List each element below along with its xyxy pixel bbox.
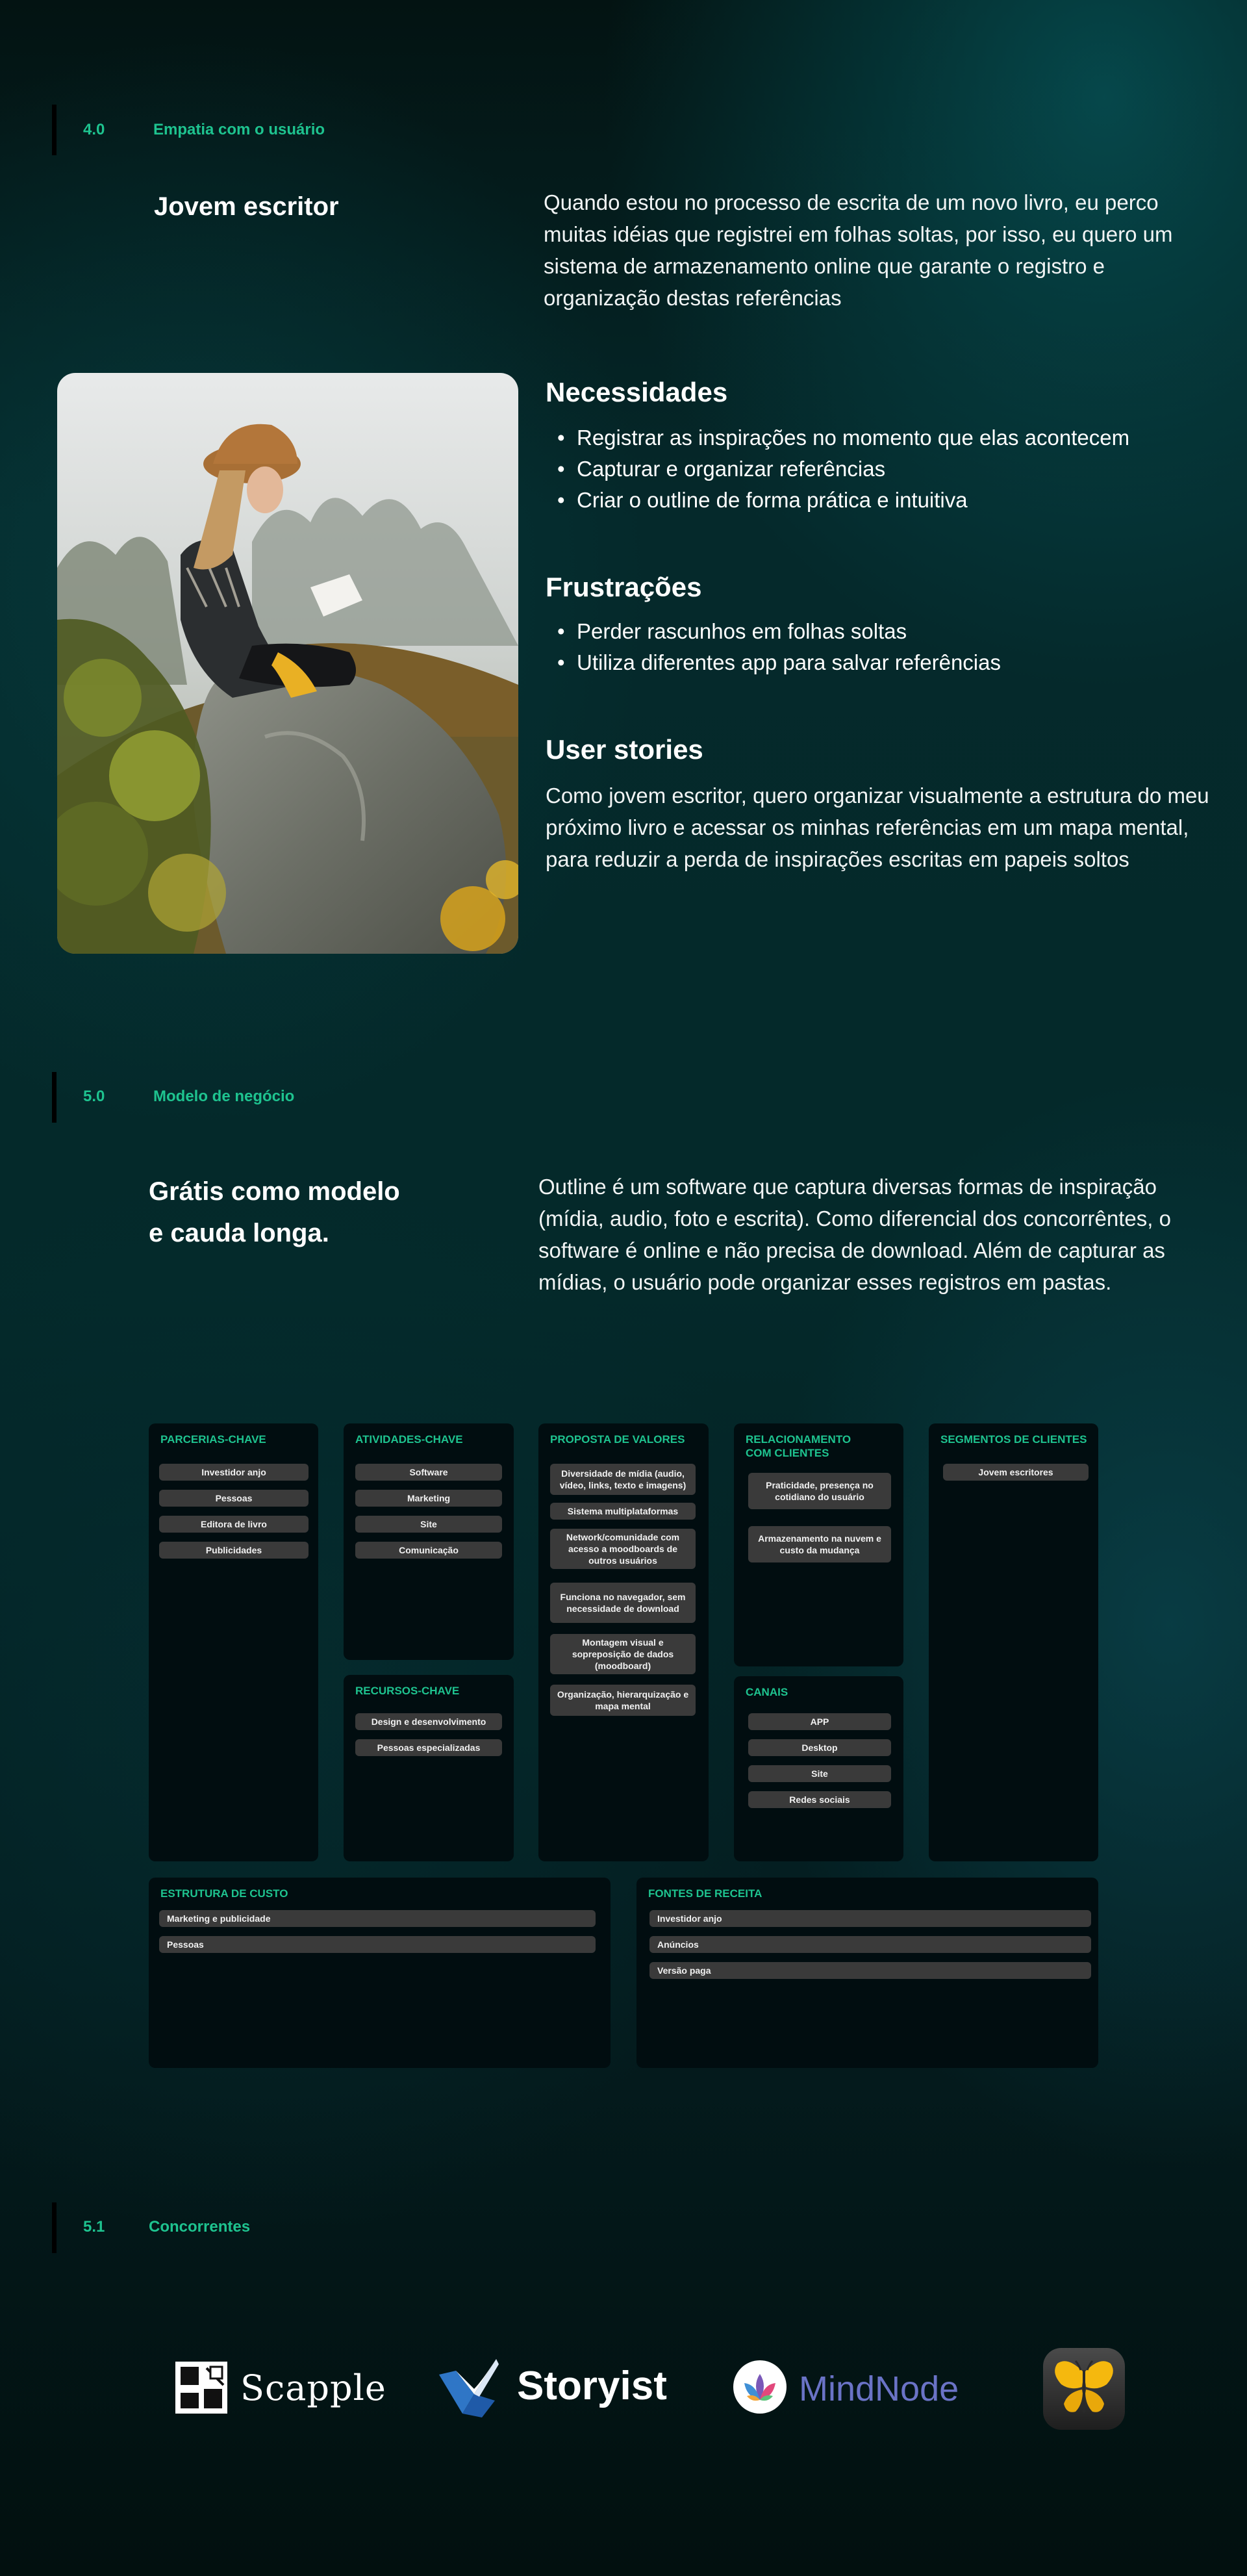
card-title — [746, 1433, 851, 1460]
canvas-chip: Network/comunidade com acesso a moodboards de outros usuários — [550, 1529, 696, 1569]
canvas-chip: Montagem visual e sopreposição de dados (moodboard) — [550, 1634, 696, 1674]
canvas-chip: APP — [748, 1713, 891, 1730]
user-story-text: Como jovem escritor, quero organizar visualmente a estrutura do meu próximo livro e acessar os minhas referências em um mapa mental, para reduzir a perda de inspirações escritas em papeis soltos — [546, 784, 1209, 871]
needs-title: Necessidades — [546, 377, 728, 407]
canvas-card-revenue — [636, 1878, 1098, 2068]
canvas-card-segments — [929, 1423, 1098, 1861]
canvas-card-partners — [149, 1423, 318, 1861]
canvas-chip: Desktop — [748, 1739, 891, 1756]
canvas-chip: Investidor anjo — [649, 1910, 1091, 1927]
list-item: • Registrar as inspirações no momento que elas acontecem — [546, 422, 1221, 453]
mindnode-icon — [733, 2360, 787, 2414]
persona-intro: Quando estou no processo de escrita de um novo livro, eu perco muitas idéias que registrei em folhas soltas, por isso, eu quero um sistema de armazenamento online que garante o registro e organização destas referências — [544, 190, 1173, 310]
canvas-chip: Anúncios — [649, 1936, 1091, 1953]
list-item: • Utiliza diferentes app para salvar referências — [546, 647, 1221, 678]
persona-title: Jovem escritor — [154, 192, 339, 221]
canvas-chip: Redes sociais — [748, 1791, 891, 1808]
list-item: • Capturar e organizar referências — [546, 453, 1221, 485]
canvas-chip: Marketing e publicidade — [159, 1910, 596, 1927]
section-number: 5.1 — [83, 2218, 105, 2236]
section-number: 5.0 — [83, 1088, 105, 1105]
canvas-chip: Software — [355, 1464, 502, 1481]
list-item: • Perder rascunhos em folhas soltas — [546, 616, 1221, 647]
section-marker — [52, 2202, 57, 2253]
canvas-card-costs — [149, 1878, 611, 2068]
card-title: SEGMENTOS DE CLIENTES — [940, 1433, 1087, 1446]
canvas-chip: Armazenamento na nuvem e custo da mudança — [748, 1526, 891, 1562]
section-marker — [52, 105, 57, 155]
canvas-chip: Design e desenvolvimento — [355, 1713, 502, 1730]
card-title-line: COM CLIENTES — [746, 1447, 829, 1459]
butterfly-icon — [1042, 2347, 1126, 2431]
frustrations-list — [546, 616, 1221, 678]
storyist-logo — [436, 2355, 667, 2420]
frustrations-title: Frustrações — [546, 572, 702, 602]
canvas-chip: Sistema multiplataformas — [550, 1503, 696, 1520]
stories-title: User stories — [546, 734, 703, 765]
persona-photo — [57, 373, 518, 954]
canvas-chip: Diversidade de mídia (audio, vídeo, links, texto e imagens) — [550, 1464, 696, 1495]
mindnode-logo-text: MindNode — [799, 2369, 959, 2408]
butterfly-app-logo — [1042, 2347, 1126, 2431]
storyist-logo-text: Storyist — [517, 2364, 667, 2408]
business-heading — [149, 1171, 400, 1254]
needs-list — [546, 422, 1221, 516]
scapple-logo-text: Scapple — [240, 2367, 386, 2408]
business-description: Outline é um software que captura diversas formas de inspiração (mídia, audio, foto e escrita). Como diferencial dos concorrêntes, o software é online e não precisa de download. Além de capturar as mídias, o usuário pode organizar esses registros em pastas. — [538, 1175, 1171, 1294]
scapple-logo — [174, 2358, 386, 2417]
card-title: PARCERIAS-CHAVE — [160, 1433, 266, 1446]
canvas-chip: Pessoas — [159, 1936, 596, 1953]
canvas-chip: Marketing — [355, 1490, 502, 1507]
canvas-chip: Site — [748, 1765, 891, 1782]
canvas-chip: Praticidade, presença no cotidiano do usuário — [748, 1473, 891, 1509]
section-marker — [52, 1072, 57, 1123]
card-title-line: RELACIONAMENTO — [746, 1433, 851, 1446]
card-title: FONTES DE RECEITA — [648, 1887, 762, 1900]
card-title: ESTRUTURA DE CUSTO — [160, 1887, 288, 1900]
canvas-chip: Site — [355, 1516, 502, 1533]
canvas-chip: Pessoas especializadas — [355, 1739, 502, 1756]
canvas-card-relationship — [734, 1423, 903, 1666]
section-title: Modelo de negócio — [153, 1088, 295, 1105]
business-heading-line: e cauda longa. — [149, 1219, 329, 1247]
canvas-card-resources — [344, 1675, 514, 1861]
storyist-icon — [436, 2355, 501, 2417]
canvas-card-channels — [734, 1676, 903, 1861]
card-title: PROPOSTA DE VALORES — [550, 1433, 685, 1446]
canvas-chip: Investidor anjo — [159, 1464, 309, 1481]
canvas-chip: Versão paga — [649, 1962, 1091, 1979]
card-title: CANAIS — [746, 1686, 788, 1698]
canvas-chip: Jovem escritores — [943, 1464, 1089, 1481]
section-title: Concorrentes — [149, 2218, 251, 2236]
canvas-card-value — [538, 1423, 709, 1861]
canvas-card-activities — [344, 1423, 514, 1660]
business-heading-line: Grátis como modelo — [149, 1177, 400, 1206]
section-number: 4.0 — [83, 121, 105, 138]
list-item: • Criar o outline de forma prática e intuitiva — [546, 485, 1221, 516]
canvas-chip: Editora de livro — [159, 1516, 309, 1533]
canvas-chip: Publicidades — [159, 1542, 309, 1559]
canvas-chip: Pessoas — [159, 1490, 309, 1507]
card-title: ATIVIDADES-CHAVE — [355, 1433, 463, 1446]
canvas-chip: Comunicação — [355, 1542, 502, 1559]
canvas-chip: Organização, hierarquização e mapa mental — [550, 1685, 696, 1716]
scapple-icon — [174, 2360, 229, 2415]
mindnode-logo — [733, 2360, 979, 2418]
card-title: RECURSOS-CHAVE — [355, 1685, 460, 1697]
canvas-chip: Funciona no navegador, sem necessidade de download — [550, 1583, 696, 1623]
section-title: Empatia com o usuário — [153, 121, 325, 138]
